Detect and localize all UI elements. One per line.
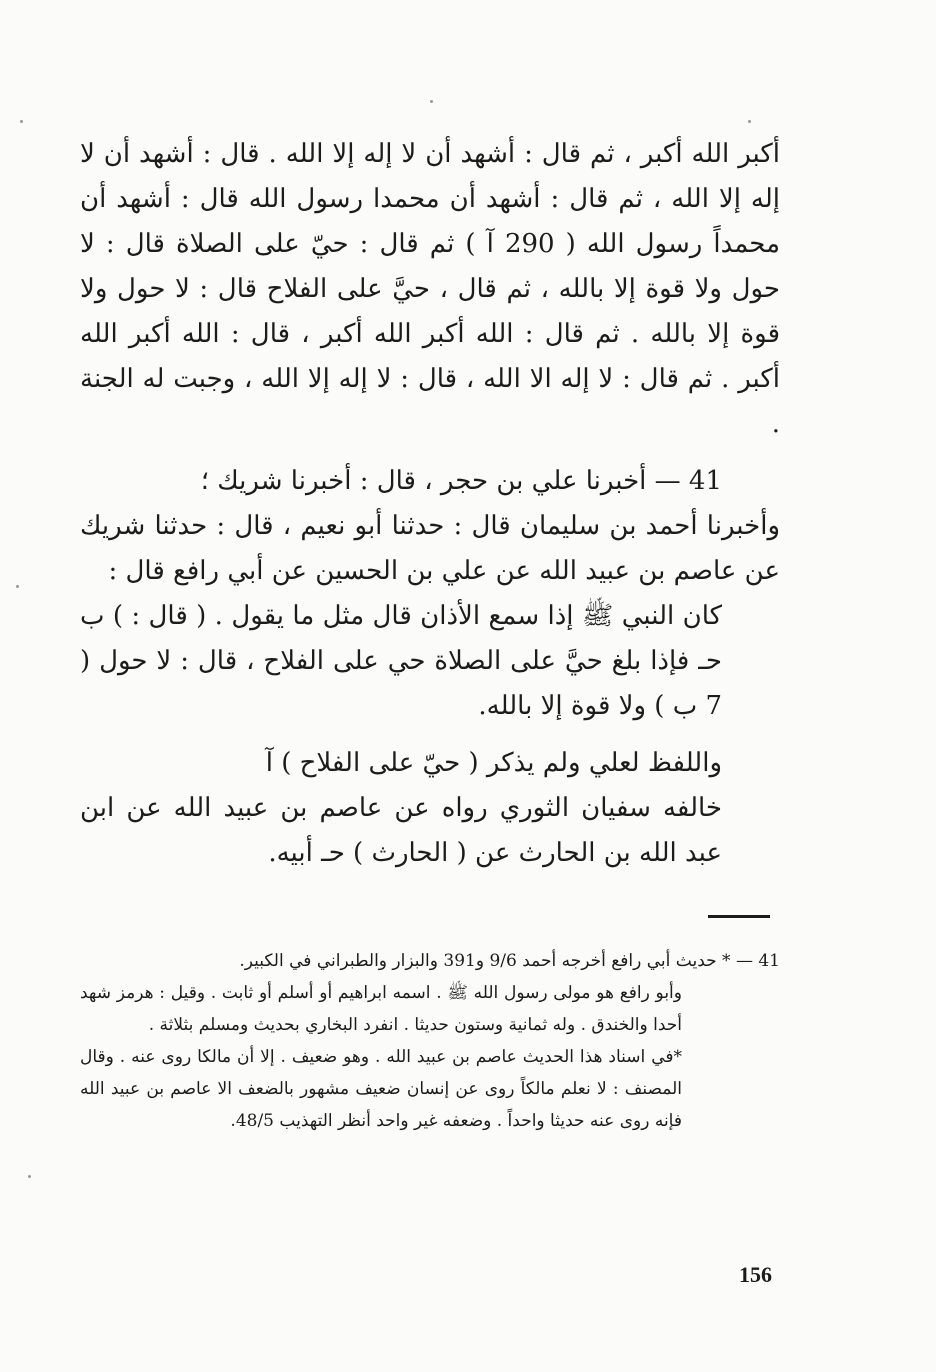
- scan-speck: [28, 1175, 31, 1178]
- page-number: 156: [739, 1262, 772, 1287]
- main-paragraph-matn: كان النبي ﷺ إذا سمع الأذان قال مثل ما يقول . ( قال : ) ب حـ فإذا بلغ حيَّ على الصلاة حي على الفلاح ، قال : لا حول ( 7 ب ) ولا قوة إلا بالله.: [80, 601, 722, 721]
- main-paragraph-isnad: وأخبرنا أحمد بن سليمان قال : حدثنا أبو نعيم ، قال : حدثنا شريك عن عاصم بن عبيد الله عن علي بن الحسين عن أبي رافع قال :: [80, 511, 780, 586]
- footnote-separator: [708, 915, 770, 918]
- footnote-41-body: وأبو رافع هو مولى رسول الله ﷺ . اسمه ابراهيم أو أسلم أو ثابت . وقيل : هرمز شهد أحدا والخندق . وله ثمانية وستون حديثا . انفرد البخاري بحديث ومسلم بثلاثة .: [80, 983, 682, 1035]
- footnotes-section: [80, 945, 780, 1137]
- footnote-asterisk-note: *في اسناد هذا الحديث عاصم بن عبيد الله . وهو ضعيف . إلا أن مالكا روى عنه . وقال المصنف : لا نعلم مالكاً روى عن إنسان ضعيف مشهور بالضعف الا عاصم بن عبيد الله فإنه روى عنه حديثا واحداً . وضعفه غير واحد أنظر التهذيب 48/5.: [80, 1047, 682, 1131]
- main-paragraph-hadith-41-heading: 41 — أخبرنا علي بن حجر ، قال : أخبرنا شريك ؛: [200, 466, 722, 496]
- main-text-body: [80, 132, 780, 876]
- scan-speck: [20, 120, 23, 123]
- main-paragraph-adhan: أكبر الله أكبر ، ثم قال : أشهد أن لا إله إلا الله . قال : أشهد أن لا إله إلا الله ، ثم قال : أشهد أن محمدا رسول الله قال : أشهد أن محمداً رسول الله ( 290 آ ) ثم قال : حيّ على الصلاة قال : لا حول ولا قوة إلا بالله ، ثم قال ، حيَّ على الفلاح قال : لا حول ولا قوة إلا بالله . ثم قال : الله أكبر الله أكبر ، قال : الله أكبر الله أكبر . ثم قال : لا إله الا الله ، قال : لا إله إلا الله ، وجبت له الجنة .: [80, 139, 781, 439]
- main-paragraph-variant-note: خالفه سفيان الثوري رواه عن عاصم بن عبيد الله عن ابن عبد الله بن الحارث عن ( الحارث ) حـ أبيه.: [80, 793, 722, 868]
- scan-speck: [430, 100, 433, 103]
- scan-speck: [16, 585, 19, 588]
- main-paragraph-wording-note: واللفظ لعلي ولم يذكر ( حيّ على الفلاح ) آ: [265, 748, 722, 778]
- footnote-41-first-line: 41 — * حديث أبي رافع أخرجه أحمد 9/6 و391 والبزار والطبراني في الكبير.: [239, 951, 780, 971]
- scan-speck: [748, 120, 751, 123]
